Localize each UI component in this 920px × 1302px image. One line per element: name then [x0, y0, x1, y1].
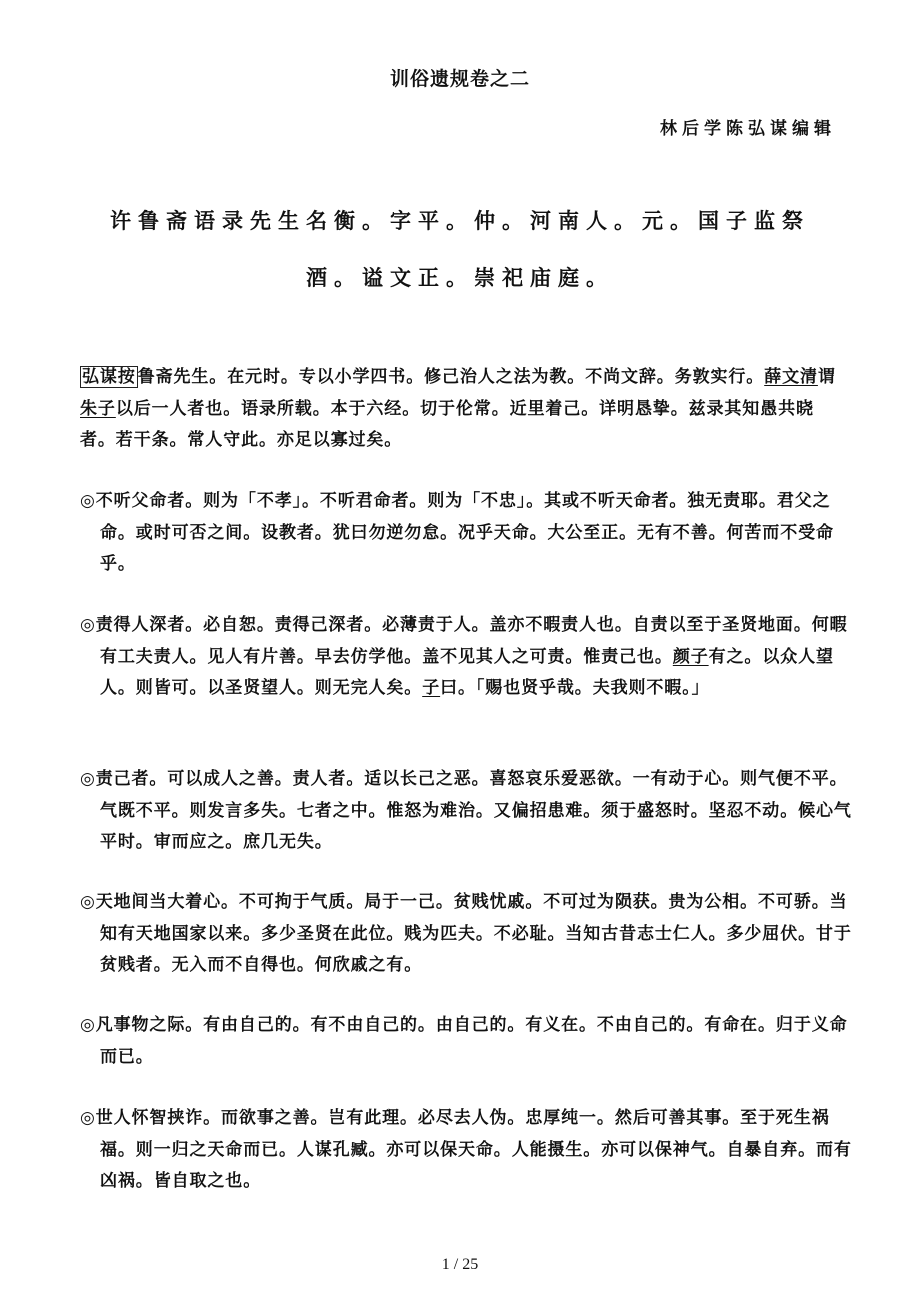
quote-paragraph: ◎责己者。可以成人之善。责人者。适以长己之恶。喜怒哀乐爱恶欲。一有动于心。则气便不平。气既不平。则发言多失。七者之中。惟怒为难治。又偏招患难。须于盛怒时。坚忍不动。候心气平时。审而应之。庶几无失。 [80, 769, 852, 852]
person-name: 颜子 [672, 646, 709, 667]
quote-text: 曰。「赐也贤乎哉。夫我则不暇。」 [440, 678, 710, 698]
quote-text: ◎责得人深者。必自恕。责得己深者。必薄责于人。盖亦不暇责人也。自责以至于圣贤地面。何暇有工夫责人。见人有片善。早去仿学他。盖不见其人之可责。惟责己也。 [80, 615, 848, 667]
quote-paragraph: ◎天地间当大着心。不可拘于气质。局于一己。贫贱忧戚。不可过为陨获。贵为公相。不可骄。当知有天地国家以来。多少圣贤在此位。贱为匹夫。不必耻。当知古昔志士仁人。多少屈伏。甘于贫贱者。无入而不自得也。何欣戚之有。 [80, 892, 852, 975]
page-title: 训俗遗规卷之二 [389, 68, 530, 90]
intro-paragraph [80, 362, 845, 457]
intro-text: 谓 [817, 367, 836, 387]
quote-paragraph: ◎凡事物之际。有由自己的。有不由自己的。由自己的。有义在。不由自己的。有命在。归于义命而已。 [80, 1015, 848, 1067]
intro-text: 以后一人者也。语录所载。本于六经。切于伦常。近里着己。详明恳挚。兹录其知愚共晓者。若干条。常人守此。亦足以寡过矣。 [80, 398, 814, 450]
editor-note-label: 弘谋按 [82, 367, 136, 387]
editor-credit: 林后学陈弘谋编辑 [660, 119, 836, 139]
quote-paragraph [80, 610, 865, 705]
intro-text: 鲁斋先生。在元时。专以小学四书。修己治人之法为教。不尚文辞。务敦实行。 [137, 367, 765, 387]
quote-text: 有之。以众人望人。则皆可。以圣贤望人。则无完人矣。 [100, 646, 834, 698]
section-heading-line-2: 酒。谥文正。崇祀庙庭。 [306, 266, 614, 290]
section-heading-line-1: 许鲁斋语录先生名衡。字平。仲。河南人。元。国子监祭 [110, 209, 810, 233]
quote-paragraph: ◎世人怀智挟诈。而欲事之善。岂有此理。必尽去人伪。忠厚纯一。然后可善其事。至于死生祸福。则一归之天命而已。人谋孔臧。亦可以保天命。人能摄生。亦可以保神气。自暴自弃。而有凶祸。皆自取之也。 [80, 1108, 852, 1191]
person-name: 朱子 [80, 398, 116, 419]
page-number: 1 / 25 [441, 1256, 479, 1273]
quote-paragraph: ◎不听父命者。则为「不孝」。不听君命者。则为「不忠」。其或不听天命者。独无责耶。君父之命。或时可否之间。设教者。犹曰勿逆勿怠。况乎天命。大公至正。无有不善。何苦而不受命乎。 [80, 491, 834, 574]
person-name: 子 [422, 678, 441, 698]
person-name: 薛文清 [764, 367, 818, 387]
